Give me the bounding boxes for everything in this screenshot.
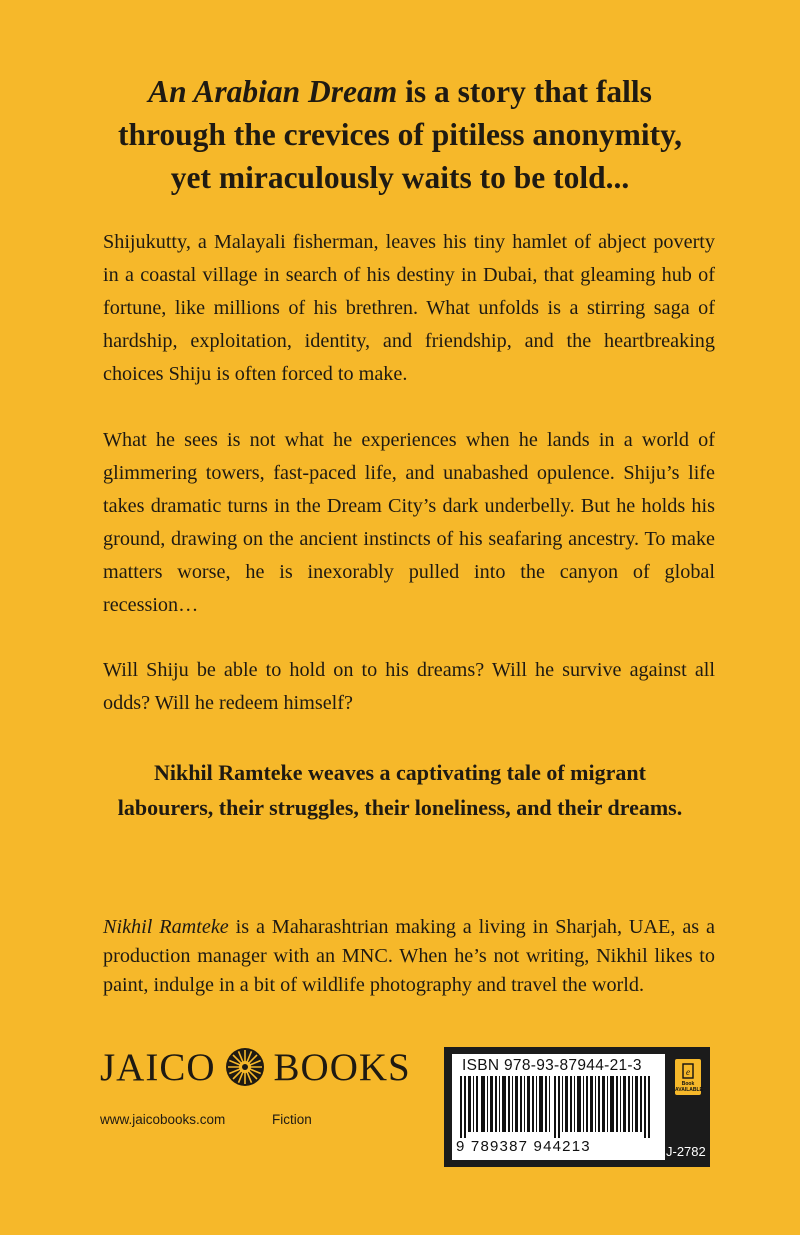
svg-text:e: e xyxy=(686,1067,690,1077)
ebook-icon xyxy=(675,1061,701,1083)
publisher-website[interactable]: www.jaicobooks.com xyxy=(100,1112,226,1127)
author-bio xyxy=(103,913,715,1000)
tagline-line-3: yet miraculously waits to be told... xyxy=(170,160,630,195)
publisher-name-right: BOOKS xyxy=(273,1045,411,1089)
closing-line-1: Nikhil Ramteke weaves a captivating tale of migrant xyxy=(154,760,646,785)
barcode-digits: 9 789387 944213 xyxy=(456,1138,591,1155)
synopsis-paragraph-1: Shijukutty, a Malayali fisherman, leaves his tiny hamlet of abject poverty in a coastal village in search of his destiny in Dubai, that gleaming hub of fortune, like millions of his brethren. What unfolds is a stirring saga of hardship, exploitation, identity, and friendship, and the heartbreaking choices Shiju is often forced to make. xyxy=(103,231,715,385)
tagline-rest: is a story that falls xyxy=(397,74,652,109)
publisher-name-left: JAICO xyxy=(100,1045,216,1089)
barcode-bars xyxy=(456,1076,661,1138)
book-title: An Arabian Dream xyxy=(148,74,398,109)
ebook-label: Book AVAILABLE xyxy=(675,1081,703,1093)
sun-emblem-icon xyxy=(225,1047,265,1087)
closing-line-2: labourers, their struggles, their loneliness, and their dreams. xyxy=(117,795,683,820)
tagline-line-2: through the crevices of pitiless anonymity, xyxy=(117,117,683,152)
closing-statement xyxy=(75,755,725,825)
tagline-line-1 xyxy=(60,70,740,113)
genre-label: Fiction xyxy=(272,1112,312,1127)
synopsis-paragraph-2: What he sees is not what he experiences when he lands in a world of glimmering towers, fast-paced life, and unabashed opulence. Shiju’s life takes dramatic turns in the Dream City’s dark underbelly. But he holds his ground, drawing on the ancient instincts of his seafaring ancestry. To make matters worse, he is inexorably pulled into the canyon of global recession… xyxy=(103,429,715,616)
catalog-code: J-2782 xyxy=(666,1144,706,1159)
isbn-label: ISBN 978-93-87944-21-3 xyxy=(462,1057,642,1074)
publisher-logo xyxy=(100,1043,411,1091)
barcode-panel xyxy=(444,1047,710,1167)
ebook-badge xyxy=(675,1059,701,1095)
author-bio-text: is a Maharashtrian making a living in Sharjah, UAE, as a production manager with an MNC. When he’s not writing, Nikhil likes to paint, indulge in a bit of wildlife photography and travel the world. xyxy=(103,916,715,996)
synopsis-paragraph-3: Will Shiju be able to hold on to his dreams? Will he survive against all odds? Will he redeem himself? xyxy=(103,659,715,714)
barcode-area xyxy=(452,1054,665,1160)
tagline xyxy=(60,70,740,199)
author-name: Nikhil Ramteke xyxy=(103,916,229,938)
